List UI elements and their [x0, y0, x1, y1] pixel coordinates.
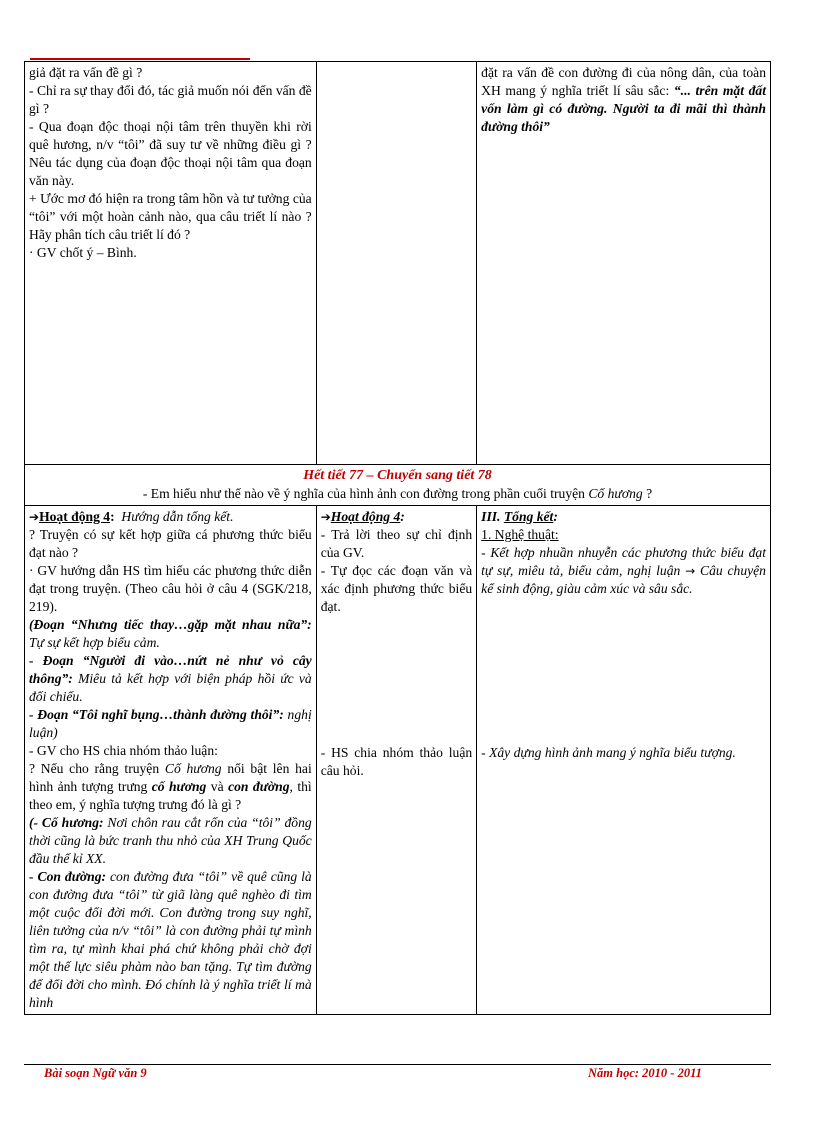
footer-rule — [24, 1064, 771, 1065]
question-text: - Chỉ ra sự thay đổi đó, tác giả muốn nói đến vấn đề gì ? — [29, 83, 312, 116]
section-number: III. — [481, 509, 501, 524]
activity-heading: ➔Hoạt động 4: Hướng dẫn tổng kết. — [29, 509, 234, 524]
answer-text — [29, 652, 312, 706]
question-text: giả đặt ra vấn đề gì ? — [29, 65, 143, 80]
subsection-title: 1. Nghệ thuật: — [481, 527, 559, 542]
question-text: - Qua đoạn độc thoại nội tâm trên thuyền khi rời quê hương, n/v “tôi” đã suy tư về những điều gì ? Nêu tác dụng của đoạn độc thoại nội tâm qua đoạn văn này. — [29, 119, 312, 188]
content-part: - Kết hợp nhuần nhuyễn các phương thức biểu đạt tự sự, miêu tả, biểu cảm, nghị luận — [481, 545, 766, 578]
activity-label: Hoạt động 4 — [330, 509, 401, 524]
teacher-note: - GV cho HS chia nhóm thảo luận: — [29, 743, 218, 758]
q-part: , thì theo em, ý nghĩa tượng trưng đó là gì ? — [29, 779, 312, 812]
lesson-table — [24, 61, 771, 1015]
arrow-right-icon: ➔ — [29, 510, 40, 524]
q-part: ? Nếu cho rằng truyện — [29, 761, 160, 776]
work-title: Cố hương — [588, 486, 643, 501]
header-red-rule — [30, 58, 250, 60]
content-cell — [477, 62, 771, 465]
question-text: + Ước mơ đó hiện ra trong tâm hồn và tư tưởng của “tôi” với một hoàn cảnh nào, qua câu triết lí nào ? Hãy phân tích câu triết lí đó ? — [29, 191, 312, 242]
answer-text — [29, 706, 312, 742]
student-activity-cell — [316, 506, 476, 1015]
answer-rest: con đường đưa “tôi” về quê cũng là con đường đưa “tôi” từ giã làng quê nghèo đi tìm một cuộc đổi đời mới. Con đường trong suy nghĩ, liên tưởng của n/v “tôi” là con đường phải tự mình tìm ra, tự mình khai phá chứ không phải chờ đợi một thế lực siêu phàm nào ban tặng. Tự tìm đường để đổi đời cho mình. Đó chính là ý nghĩa triết lí mà hình — [29, 869, 312, 1010]
arrow-right-icon: → — [685, 564, 696, 578]
table-row — [25, 62, 771, 465]
question-mark: ? — [646, 486, 653, 501]
divider-row — [25, 465, 771, 506]
transition-question — [29, 485, 766, 503]
answer-bold: (Đoạn “Nhưng tiếc thay…gặp mặt nhau nữa”: — [29, 617, 312, 632]
answer-rest: Miêu tả kết hợp với biện pháp hồi ức và đối chiếu. — [29, 671, 312, 704]
answer-rest: nghị luận) — [29, 707, 312, 740]
work-title: Cố hương — [164, 761, 222, 776]
student-task: - Tự đọc các đoạn văn và xác định phương thức biểu đạt. — [320, 563, 473, 614]
question-text — [29, 760, 312, 814]
arrow-right-icon: ➔ — [320, 510, 331, 524]
question-text: ? Truyện có sự kết hợp giữa cá phương thức biểu đạt nào ? — [29, 527, 312, 560]
section-title: Tổng kết — [503, 509, 554, 524]
content-part: Câu chuyện kể sinh động, giàu cảm xúc và sâu sắc. — [481, 563, 766, 596]
symbol-term: con đường — [228, 779, 290, 794]
activity-heading: ➔Hoạt động 4: — [320, 509, 405, 524]
answer-bold: - Đoạn “Tôi nghĩ bụng…thành đường thôi”: — [29, 707, 284, 722]
answer-rest: Tự sự kết hợp biểu cảm. — [29, 635, 160, 650]
content-text: - Xây dựng hình ảnh mang ý nghĩa biểu tượng. — [481, 745, 736, 760]
answer-text — [29, 868, 312, 1012]
content-text — [481, 64, 766, 136]
activity-label: Hoạt động 4 — [39, 509, 111, 524]
activity-description: Hướng dẫn tổng kết. — [121, 509, 234, 524]
symbol-term: cố hương — [151, 779, 207, 794]
content-quote: “... trên mặt đất vốn làm gì có đường. Người ta đi mãi thì thành đường thôi” — [481, 83, 766, 134]
footer-school-year: Năm học: 2010 - 2011 — [588, 1066, 702, 1080]
q-part: và — [210, 779, 224, 794]
section-heading: III. Tổng kết: — [481, 509, 558, 524]
answer-bold: - Con đường: — [29, 869, 107, 884]
teacher-activity-cell — [25, 62, 317, 465]
footer-course-title: Bài soạn Ngữ văn 9 — [44, 1066, 147, 1080]
answer-text — [29, 814, 312, 868]
content-text — [481, 544, 766, 598]
answer-bold: - Đoạn “Người đi vào…nứt nẻ như vỏ cây thông”: — [29, 653, 312, 686]
teacher-note: · GV chốt ý – Bình. — [29, 245, 137, 260]
student-task: - HS chia nhóm thảo luận câu hỏi. — [320, 745, 473, 778]
content-normal: đặt ra vấn đề con đường đi của nông dân, của toàn XH mang ý nghĩa triết lí sâu sắc: — [481, 65, 766, 98]
student-task: - Trả lời theo sự chỉ định của GV. — [320, 527, 473, 560]
student-activity-cell — [316, 62, 476, 465]
answer-text — [29, 616, 312, 652]
answer-bold: (- Cố hương: — [29, 815, 104, 830]
q-part: nổi bật lên hai hình ảnh tượng trưng — [29, 761, 312, 794]
teacher-note: · GV hướng dẫn HS tìm hiểu các phương thức diễn đạt trong truyện. (Theo câu hỏi ở câu 4 (SGK/218, 219). — [29, 563, 312, 614]
divider-cell — [25, 465, 771, 506]
transition-question-text: - Em hiểu như thế nào về ý nghĩa của hình ảnh con đường trong phần cuối truyện — [142, 486, 585, 501]
period-transition-title: Hết tiết 77 – Chuyển sang tiết 78 — [303, 468, 492, 483]
answer-rest: Nơi chôn rau cắt rốn của “tôi” đồng thời cũng là bức tranh thu nhỏ của XH Trung Quốc đầu thế kỉ XX. — [29, 815, 312, 866]
table-row — [25, 506, 771, 1015]
teacher-activity-cell — [25, 506, 317, 1015]
content-cell — [477, 506, 771, 1015]
